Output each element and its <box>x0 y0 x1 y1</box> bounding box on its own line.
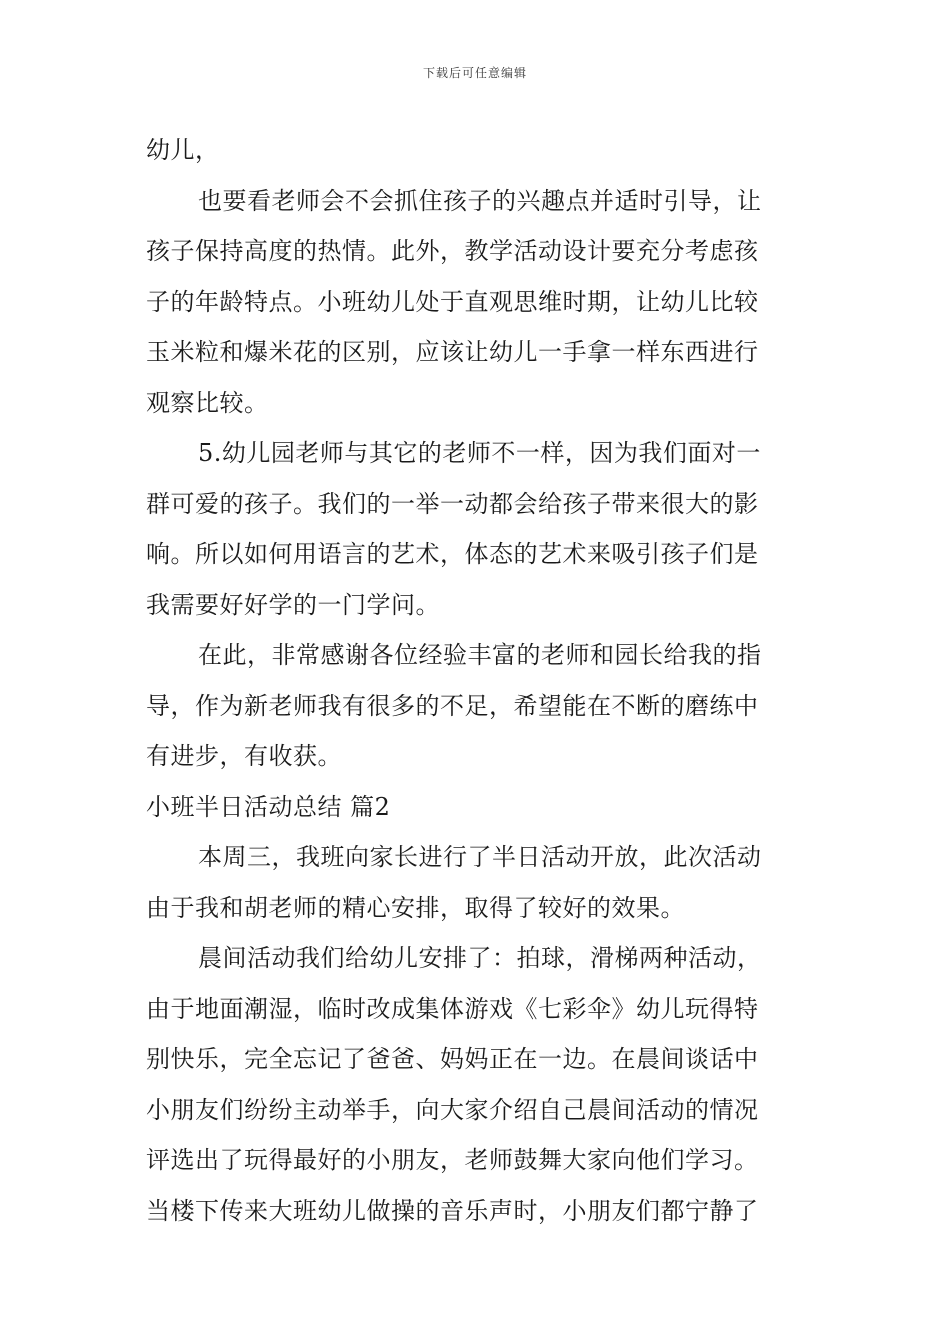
text-line: 有进步，有收获。 <box>146 742 342 770</box>
section-heading: 小班半日活动总结 篇2 <box>146 792 391 821</box>
text-line: 子的年龄特点。小班幼儿处于直观思维时期，让幼儿比较 <box>146 287 759 316</box>
text-line: 也要看老师会不会抓住孩子的兴趣点并适时引导，让 <box>198 186 762 215</box>
text-line: 别快乐，完全忘记了爸爸、妈妈正在一边。在晨间谈话中 <box>146 1045 759 1073</box>
text-line: 本周三，我班向家长进行了半日活动开放，此次活动 <box>198 843 762 871</box>
text-line: 我需要好好学的一门学问。 <box>146 590 440 619</box>
page-header: 下载后可任意编辑 <box>422 66 527 80</box>
text-line: 5.幼儿园老师与其它的老师不一样，因为我们面对一 <box>198 439 761 467</box>
text-line: 孩子保持高度的热情。此外，教学活动设计要充分考虑孩 <box>146 237 759 265</box>
text-line: 评选出了玩得最好的小朋友，老师鼓舞大家向他们学习。 <box>146 1146 759 1174</box>
text-line: 当楼下传来大班幼儿做操的音乐声时，小朋友们都宁静了 <box>146 1196 759 1225</box>
text-line: 导，作为新老师我有很多的不足，希望能在不断的磨练中 <box>146 691 759 720</box>
text-line: 晨间活动我们给幼儿安排了：拍球，滑梯两种活动， <box>198 944 762 972</box>
text-line: 响。所以如何用语言的艺术，体态的艺术来吸引孩子们是 <box>146 540 759 568</box>
document-body <box>146 125 808 1236</box>
text-line: 观察比较。 <box>146 388 269 417</box>
text-line: 玉米粒和爆米花的区别，应该让幼儿一手拿一样东西进行 <box>146 338 759 366</box>
text-line: 由于地面潮湿，临时改成集体游戏《七彩伞》幼儿玩得特 <box>146 994 759 1023</box>
text-line: 幼儿， <box>146 136 220 164</box>
text-line: 由于我和胡老师的精心安排，取得了较好的效果。 <box>146 893 685 922</box>
text-line: 在此，非常感谢各位经验丰富的老师和园长给我的指 <box>198 641 762 669</box>
text-line: 群可爱的孩子。我们的一举一动都会给孩子带来很大的影 <box>146 489 759 518</box>
text-line: 小朋友们纷纷主动举手，向大家介绍自己晨间活动的情况 <box>146 1095 759 1124</box>
